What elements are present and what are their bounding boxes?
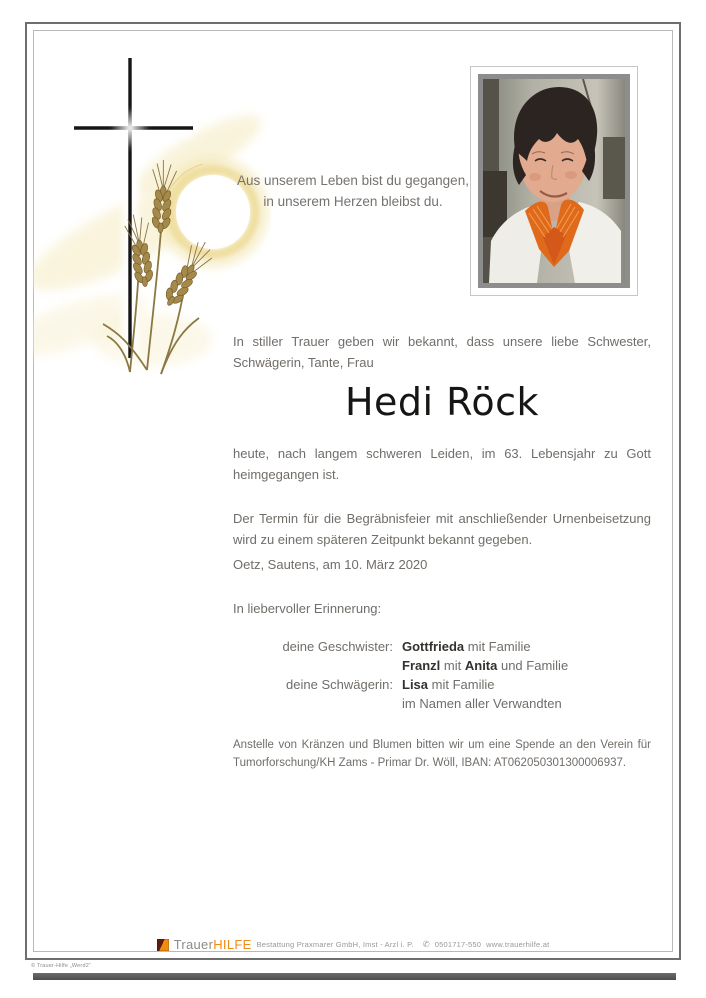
announcement-line-1: In stiller Trauer geben wir bekannt, dass unsere liebe Schwester, — [233, 334, 651, 349]
deceased-name: Hedi Röck — [344, 380, 540, 424]
mourner-names: Lisa mit Familie — [402, 677, 495, 692]
design-copyright: © Trauer-Hilfe „Werd2“ — [31, 963, 92, 969]
trauerhilfe-logo-icon — [157, 939, 169, 951]
portrait-photo — [483, 79, 625, 283]
footer-phone: 0501717-550 — [434, 940, 482, 949]
donation-note — [233, 736, 651, 772]
memorial-verse — [213, 170, 493, 212]
funeral-line-1: Der Termin für die Begräbnisfeier mit anschließender Urnenbeisetzung — [233, 511, 651, 526]
verse-line-2: in unserem Herzen bleibst du. — [263, 194, 443, 209]
brand-part-hilfe: HILFE — [213, 937, 252, 952]
photo-frame — [470, 66, 638, 296]
obituary-card — [25, 22, 681, 960]
footer-company: Bestattung Praxmarer GmbH, Imst - Arzl i. P. — [256, 940, 414, 949]
mourner-label: deine Geschwister: — [282, 639, 393, 654]
mourner-label: deine Schwägerin: — [286, 677, 393, 692]
brand-name — [174, 937, 252, 952]
mourner-row — [233, 694, 651, 713]
mourner-names: Franzl mit Anita und Familie — [402, 658, 569, 673]
mourners-list — [233, 637, 651, 713]
funeral-line-2: wird zu einem späteren Zeitpunkt bekannt gegeben. — [233, 532, 533, 547]
bottom-shadow-bar — [33, 973, 676, 980]
passing-line-1: heute, nach langem schweren Leiden, im 63. Lebensjahr zu Gott — [233, 446, 651, 461]
passing-text — [233, 443, 651, 485]
announcement — [233, 331, 651, 373]
mourner-row — [233, 675, 651, 694]
mourner-label — [233, 694, 393, 713]
footer-website: www.trauerhilfe.at — [486, 940, 550, 949]
phone-icon: ✆ — [422, 939, 430, 949]
announcement-line-2: Schwägerin, Tante, Frau — [233, 355, 374, 370]
place-date: Oetz, Sautens, am 10. März 2020 — [233, 557, 428, 572]
funeral-info — [233, 508, 651, 550]
donation-line-1: Anstelle von Kränzen und Blumen bitten wir um eine Spende an den Verein für — [233, 739, 651, 751]
mourner-names: Gottfrieda mit Familie — [402, 639, 531, 654]
footer — [27, 937, 679, 952]
passing-line-2: heimgegangen ist. — [233, 467, 340, 482]
mourner-names: im Namen aller Verwandten — [402, 696, 562, 711]
donation-line-2: Tumorforschung/KH Zams - Primar Dr. Wöll, IBAN: AT062050301300006937. — [233, 757, 627, 769]
brand-part-trauer: Trauer — [173, 937, 214, 952]
mourner-row — [233, 637, 651, 656]
verse-line-1: Aus unserem Leben bist du gegangen, — [237, 173, 469, 188]
remembrance-heading: In liebervoller Erinnerung: — [233, 601, 382, 616]
mourner-label — [233, 656, 393, 675]
mourner-row — [233, 656, 651, 675]
